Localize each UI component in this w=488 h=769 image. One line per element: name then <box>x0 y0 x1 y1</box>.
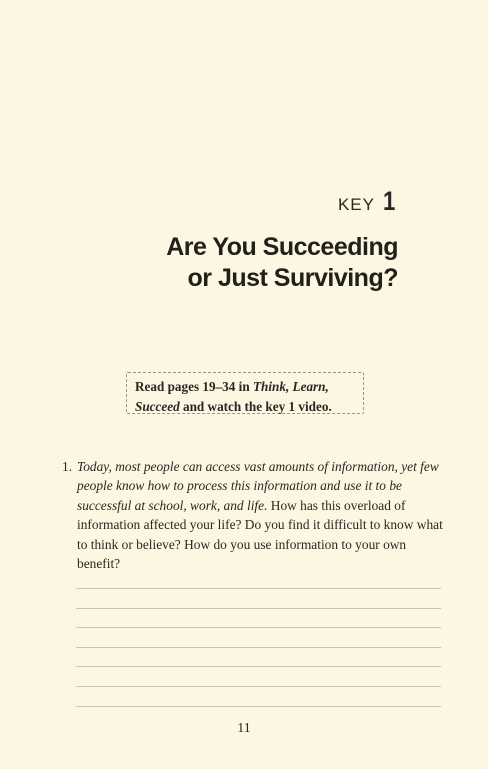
page-number: 11 <box>237 721 251 736</box>
answer-lines <box>76 588 441 725</box>
answer-line <box>76 666 441 667</box>
key-number: 1 <box>382 186 396 216</box>
book-title-part1: Think, Learn, <box>252 379 329 394</box>
answer-line <box>76 706 441 707</box>
chapter-title <box>166 232 398 294</box>
reading-text-part2: and watch the key 1 video. <box>179 398 332 414</box>
key-word: KEY <box>337 195 375 214</box>
answer-line <box>76 647 441 648</box>
question-1 <box>62 457 452 573</box>
question-plain-text: How has this overload of information affected your life? Do you find it difficult to know what to think or believe? How do you use information to your own benefit? <box>77 497 443 572</box>
book-title-part2: Succeed <box>135 398 180 414</box>
answer-line <box>76 627 441 628</box>
question-italic-text: Today, most people can access vast amounts of information, yet few people know how to process this information and use it to be successful at school, work, and life. <box>77 459 439 513</box>
chapter-key-label <box>338 186 398 217</box>
reading-assignment-box <box>126 372 364 414</box>
answer-line <box>76 588 441 589</box>
reading-text-part1: Read pages 19–34 in <box>135 379 253 394</box>
answer-line <box>76 686 441 687</box>
chapter-title-line-1: Are You Succeeding <box>166 233 398 261</box>
question-number: 1. <box>62 459 73 474</box>
question-text <box>77 457 452 573</box>
answer-line <box>76 608 441 609</box>
chapter-title-line-2: or Just Surviving? <box>187 264 398 292</box>
